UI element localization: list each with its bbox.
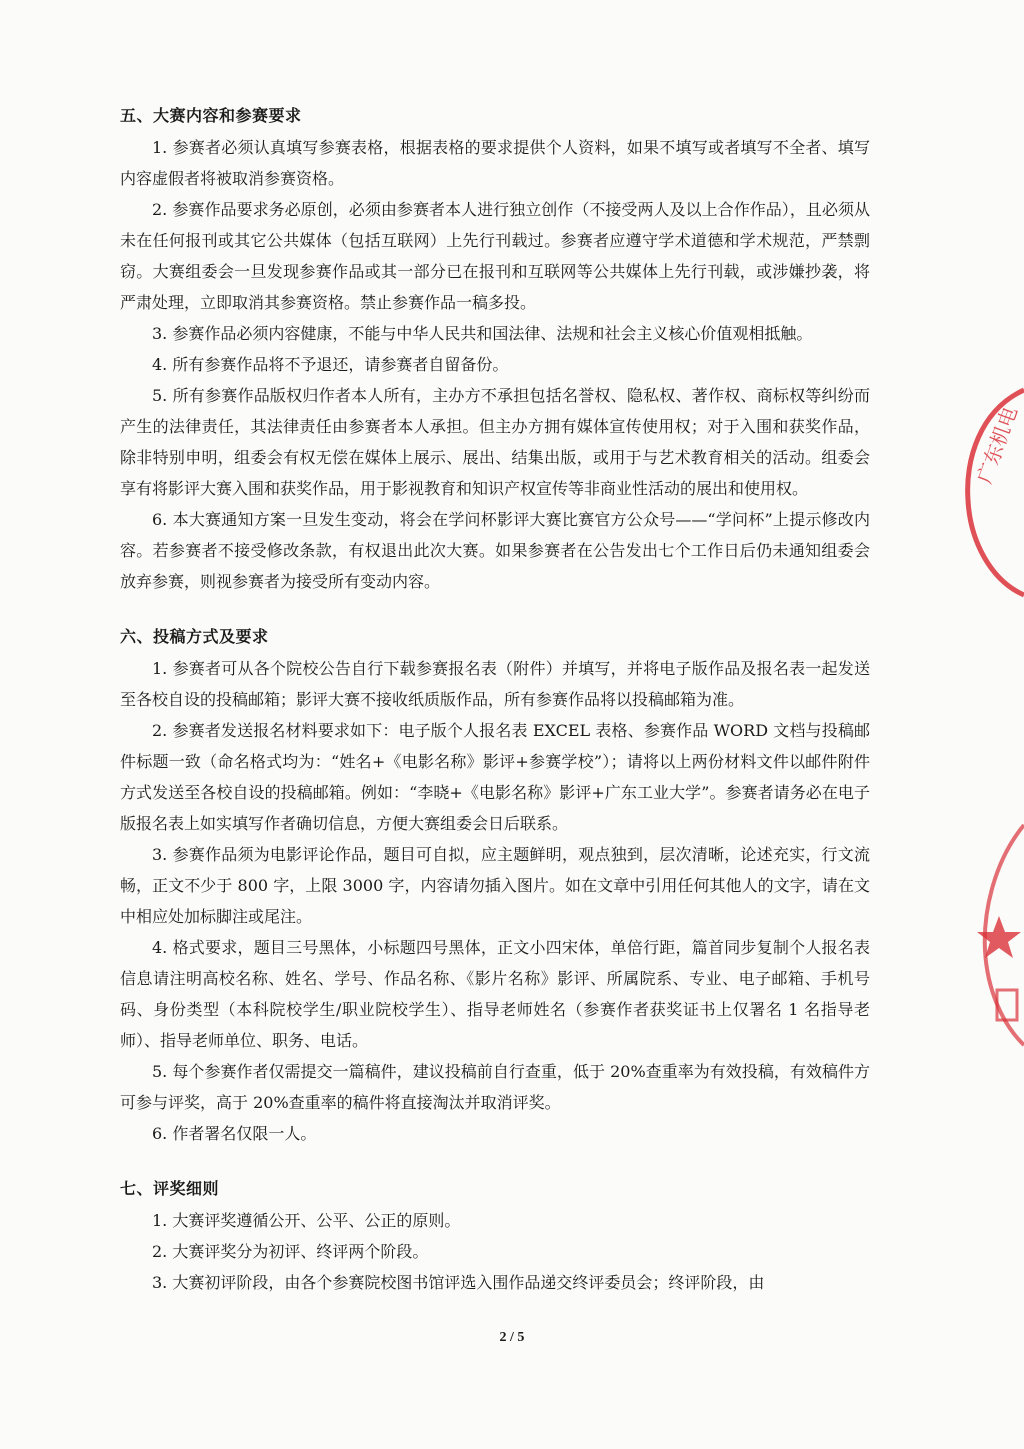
section-title-6: 六、投稿方式及要求: [120, 627, 269, 646]
document-body: [120, 100, 870, 1298]
section-6-item-6: 6. 作者署名仅限一人。: [152, 1124, 317, 1143]
section-7-item-3: 3. 大赛初评阶段，由各个参赛院校图书馆评选入围作品递交终评委员会；终评阶段，由: [152, 1273, 765, 1292]
official-seal-lower: [975, 820, 1024, 1050]
section-6-item-3: 3. 参赛作品须为电影评论作品，题目可自拟，应主题鲜明，观点独到，层次清晰，论述充实，行文流畅，正文不少于 800 字，上限 3000 字，内容请勿插入图片。如在文章中引用任何其他人的文字，请在文中相应处加标脚注或尾注。: [120, 845, 870, 926]
section-5-item-5: 5. 所有参赛作品版权归作者本人所有，主办方不承担包括名誉权、隐私权、著作权、商标权等纠纷而产生的法律责任，其法律责任由参赛者本人承担。但主办方拥有媒体宣传使用权；对于入围和获奖作品，除非特别申明，组委会有权无偿在媒体上展示、展出、结集出版，或用于与艺术教育相关的活动。组委会享有将影评大赛入围和获奖作品，用于影视教育和知识产权宣传等非商业性活动的展出和使用权。: [120, 386, 870, 498]
page-number: 2 / 5: [499, 1330, 525, 1345]
svg-text:广东机电: 广东机电: [972, 403, 1023, 487]
section-7-item-2: 2. 大赛评奖分为初评、终评两个阶段。: [152, 1242, 429, 1261]
section-5-item-1: 1. 参赛者必须认真填写参赛表格，根据表格的要求提供个人资料，如果不填写或者填写不全者、填写内容虚假者将被取消参赛资格。: [120, 138, 870, 188]
section-5-item-4: 4. 所有参赛作品将不予退还，请参赛者自留备份。: [152, 355, 509, 374]
section-5-item-6: 6. 本大赛通知方案一旦发生变动，将会在学问杯影评大赛比赛官方公众号——“学问杯”上提示修改内容。若参赛者不接受修改条款，有权退出此次大赛。如果参赛者在公告发出七个工作日后仍未通知组委会放弃参赛，则视参赛者为接受所有变动内容。: [120, 510, 870, 591]
section-6-item-4: 4. 格式要求，题目三号黑体，小标题四号黑体，正文小四宋体，单倍行距，篇首同步复制个人报名表信息请注明高校名称、姓名、学号、作品名称、《影片名称》影评、所属院系、专业、电子邮箱、手机号码、身份类型（本科院校学生/职业院校学生）、指导老师姓名（参赛作者获奖证书上仅署名 1 名指导老师）、指导老师单位、职务、电话。: [120, 938, 870, 1050]
section-title-5: 五、大赛内容和参赛要求: [120, 106, 302, 125]
section-5-item-2: 2. 参赛作品要求务必原创，必须由参赛者本人进行独立创作（不接受两人及以上合作作品），且必须从未在任何报刊或其它公共媒体（包括互联网）上先行刊载过。参赛者应遵守学术道德和学术规范，严禁剽窃。大赛组委会一旦发现参赛作品或其一部分已在报刊和互联网等公共媒体上先行刊载，或涉嫌抄袭，将严肃处理，立即取消其参赛资格。禁止参赛作品一稿多投。: [120, 200, 870, 312]
section-5-item-3: 3. 参赛作品必须内容健康，不能与中华人民共和国法律、法规和社会主义核心价值观相抵触。: [152, 324, 813, 343]
section-6-item-1: 1. 参赛者可从各个院校公告自行下载参赛报名表（附件）并填写，并将电子版作品及报名表一起发送至各校自设的投稿邮箱；影评大赛不接收纸质版作品，所有参赛作品将以投稿邮箱为准。: [120, 659, 870, 709]
official-seal-upper: [960, 380, 1024, 600]
section-6-item-5: 5. 每个参赛作者仅需提交一篇稿件，建议投稿前自行查重，低于 20%查重率为有效投稿，有效稿件方可参与评奖，高于 20%查重率的稿件将直接淘汰并取消评奖。: [120, 1062, 870, 1112]
section-7-item-1: 1. 大赛评奖遵循公开、公平、公正的原则。: [152, 1211, 461, 1230]
section-title-7: 七、评奖细则: [120, 1179, 220, 1198]
section-6-item-2: 2. 参赛者发送报名材料要求如下：电子版个人报名表 EXCEL 表格、参赛作品 WORD 文档与投稿邮件标题一致（命名格式均为：“姓名+《电影名称》影评+参赛学校”）；请将以上两份材料文件以邮件附件方式发送至各校自设的投稿邮箱。例如：“李晓+《电影名称》影评+广东工业大学”。参赛者请务必在电子版报名表上如实填写作者确切信息，方便大赛组委会日后联系。: [120, 721, 870, 833]
